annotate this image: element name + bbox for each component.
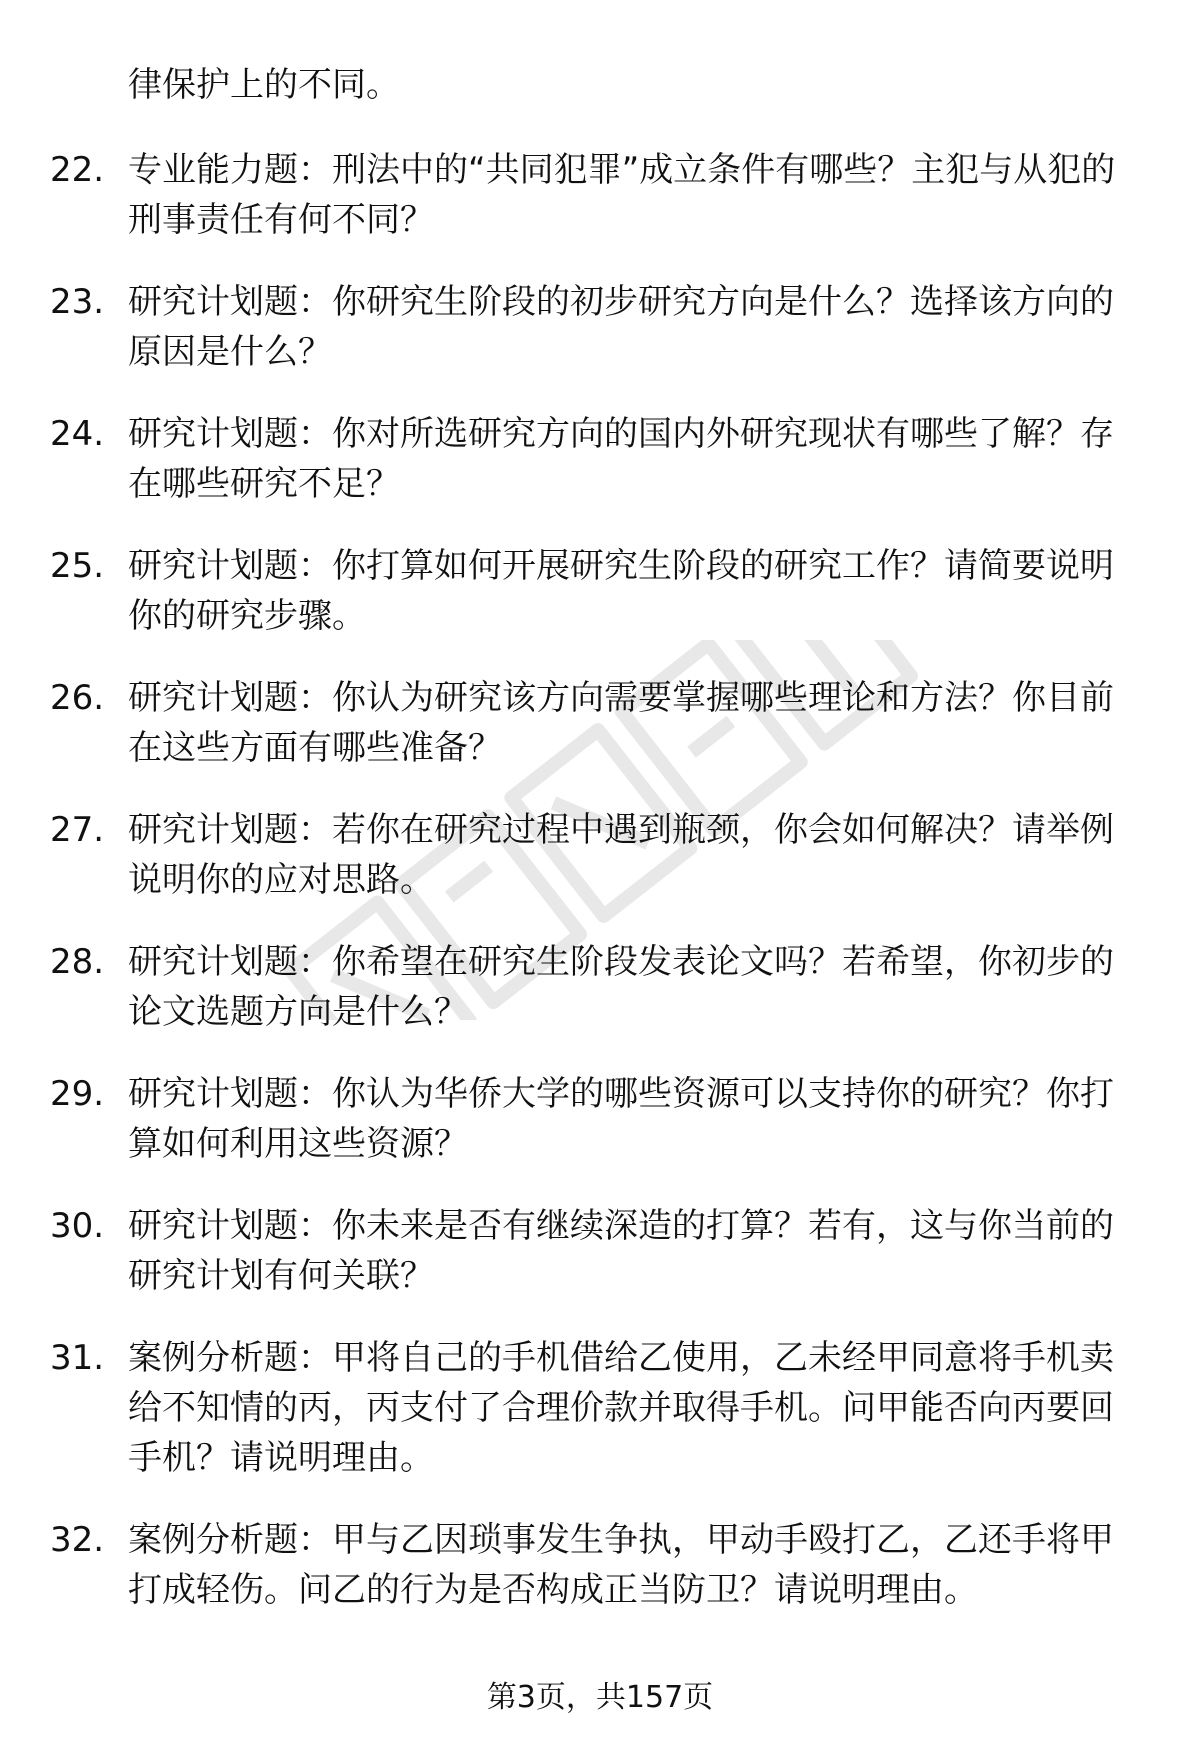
question-text: 研究计划题：你研究生阶段的初步研究方向是什么？选择该方向的原因是什么？ [128, 282, 1114, 372]
question-item [0, 805, 1200, 905]
question-number: 32. [50, 1520, 105, 1560]
question-list [0, 145, 1200, 1647]
question-item [0, 1069, 1200, 1169]
question-text: 研究计划题：你对所选研究方向的国内外研究现状有哪些了解？存在哪些研究不足？ [128, 414, 1114, 504]
question-number: 26. [50, 678, 105, 718]
question-text: 研究计划题：你未来是否有继续深造的打算？若有，这与你当前的研究计划有何关联？ [128, 1206, 1114, 1296]
question-number: 28. [50, 942, 105, 982]
question-number: 29. [50, 1074, 105, 1114]
question-number: 31. [50, 1338, 105, 1378]
question-item [0, 1515, 1200, 1615]
question-item [0, 409, 1200, 509]
question-item [0, 1201, 1200, 1301]
question-number: 27. [50, 810, 105, 850]
question-text: 案例分析题：甲将自己的手机借给乙使用，乙未经甲同意将手机卖给不知情的丙，丙支付了合理价款并取得手机。问甲能否向丙要回手机？请说明理由。 [128, 1338, 1114, 1478]
question-text: 研究计划题：你打算如何开展研究生阶段的研究工作？请简要说明你的研究步骤。 [128, 546, 1114, 636]
question-number: 23. [50, 282, 105, 322]
question-item [0, 1333, 1200, 1483]
question-text: 专业能力题：刑法中的“共同犯罪”成立条件有哪些？主犯与从犯的刑事责任有何不同？ [128, 150, 1116, 240]
question-text: 研究计划题：若你在研究过程中遇到瓶颈，你会如何解决？请举例说明你的应对思路。 [128, 810, 1114, 900]
question-number: 22. [50, 150, 105, 190]
page-footer: 第3页，共157页 [486, 1680, 714, 1715]
question-text: 案例分析题：甲与乙因琐事发生争执，甲动手殴打乙，乙还手将甲打成轻伤。问乙的行为是否构成正当防卫？请说明理由。 [128, 1520, 1114, 1610]
question-item [0, 937, 1200, 1037]
question-number: 25. [50, 546, 105, 586]
continuation-text: 律保护上的不同。 [128, 65, 400, 105]
question-text: 研究计划题：你认为华侨大学的哪些资源可以支持你的研究？你打算如何利用这些资源？ [128, 1074, 1114, 1164]
question-item [0, 541, 1200, 641]
question-item [0, 145, 1200, 245]
question-number: 30. [50, 1206, 105, 1246]
question-text: 研究计划题：你希望在研究生阶段发表论文吗？若希望，你初步的论文选题方向是什么？ [128, 942, 1114, 1032]
question-number: 24. [50, 414, 105, 454]
question-item [0, 277, 1200, 377]
question-item [0, 673, 1200, 773]
question-text: 研究计划题：你认为研究该方向需要掌握哪些理论和方法？你目前在这些方面有哪些准备？ [128, 678, 1114, 768]
